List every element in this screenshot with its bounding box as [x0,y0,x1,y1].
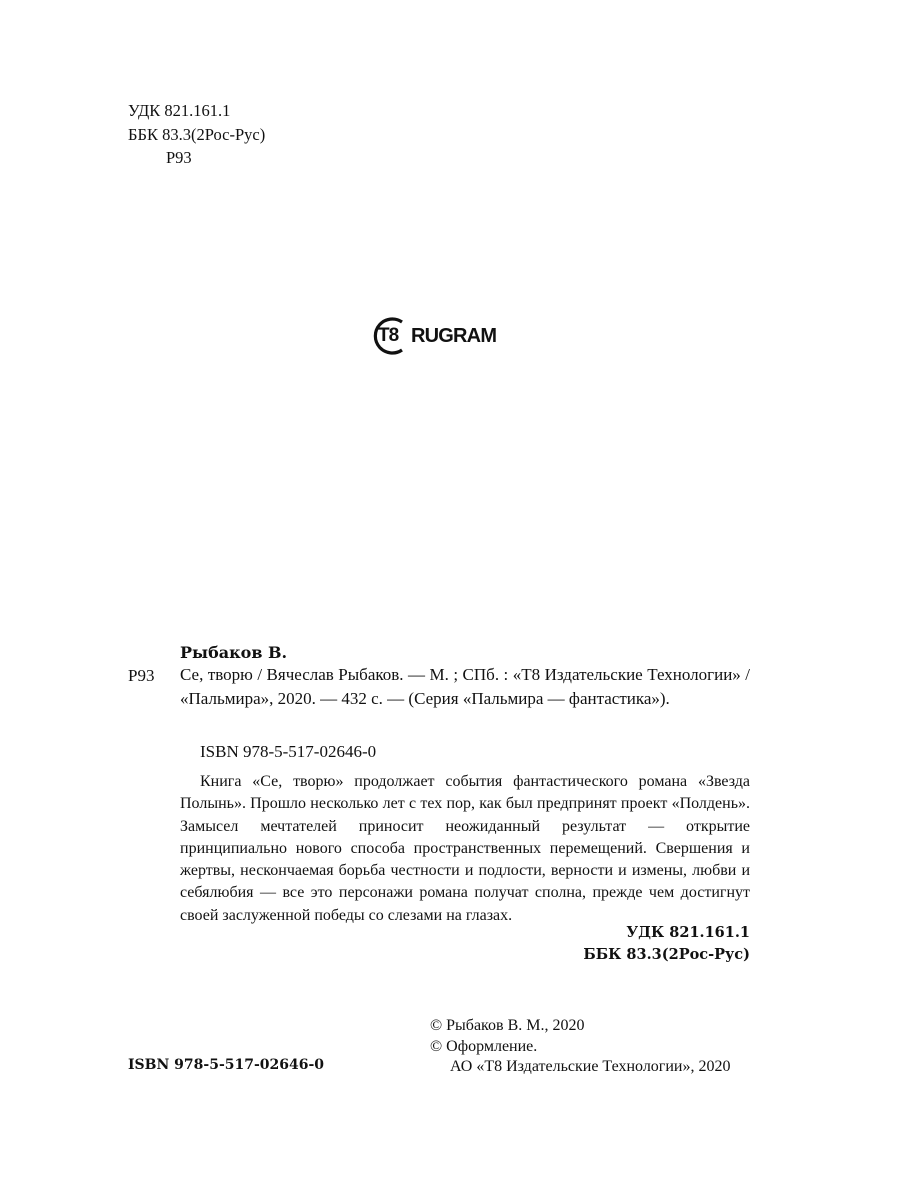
copyright-design: © Оформление. [430,1037,538,1055]
entry-author-mark: Р93 [128,666,155,685]
footer-isbn: ISBN 978-5-517-02646-0 [128,1057,325,1073]
abstract-paragraph: Книга «Се, творю» продолжает события фантастического романа «Звезда Полынь». Прошло несколько лет с тех пор, как был предпринят проект «Полдень». Замысел мечтателей приносит неожиданный результат — открытие принципиально нового способа пространственных перемещений. Свершения и жертвы, нескончаемая борьба честности и подлости, верности и измены, любви и себялюбия — все это персонажи романа получат сполна, прежде чем достигнут своей заслуженной победы со слезами на глазах. [180,773,750,924]
copyright-block [430,1016,731,1078]
copyright-publisher: АО «Т8 Издательские Технологии», 2020 [450,1058,731,1075]
classification-block-bottom [583,922,750,966]
logo-mark-text: T8 [378,325,399,346]
publisher-logo [369,316,496,356]
author-heading: Рыбаков В. [180,643,288,662]
bbk-code: ББК 83.3(2Рос-Рус) [128,124,266,144]
logo-mark [369,316,409,356]
bibliographic-description: Се, творю / Вячеслав Рыбаков. — М. ; СПб. : «Т8 Издательские Технологии» / «Пальмира», 2020. — 432 с. — (Серия «Пальмира — фантастика»). [180,665,750,708]
classification-block-top [128,99,265,170]
logo-wordmark: RUGRAM [411,324,497,347]
udk-code: УДК 821.161.1 [128,101,231,120]
author-mark: Р93 [166,148,192,167]
entry-isbn: ISBN 978-5-517-02646-0 [200,742,377,761]
bbk-code-bold: ББК 83.3(2Рос-Рус) [583,946,750,963]
copyright-author: © Рыбаков В. М., 2020 [430,1017,585,1034]
udk-code-bold: УДК 821.161.1 [626,924,750,941]
